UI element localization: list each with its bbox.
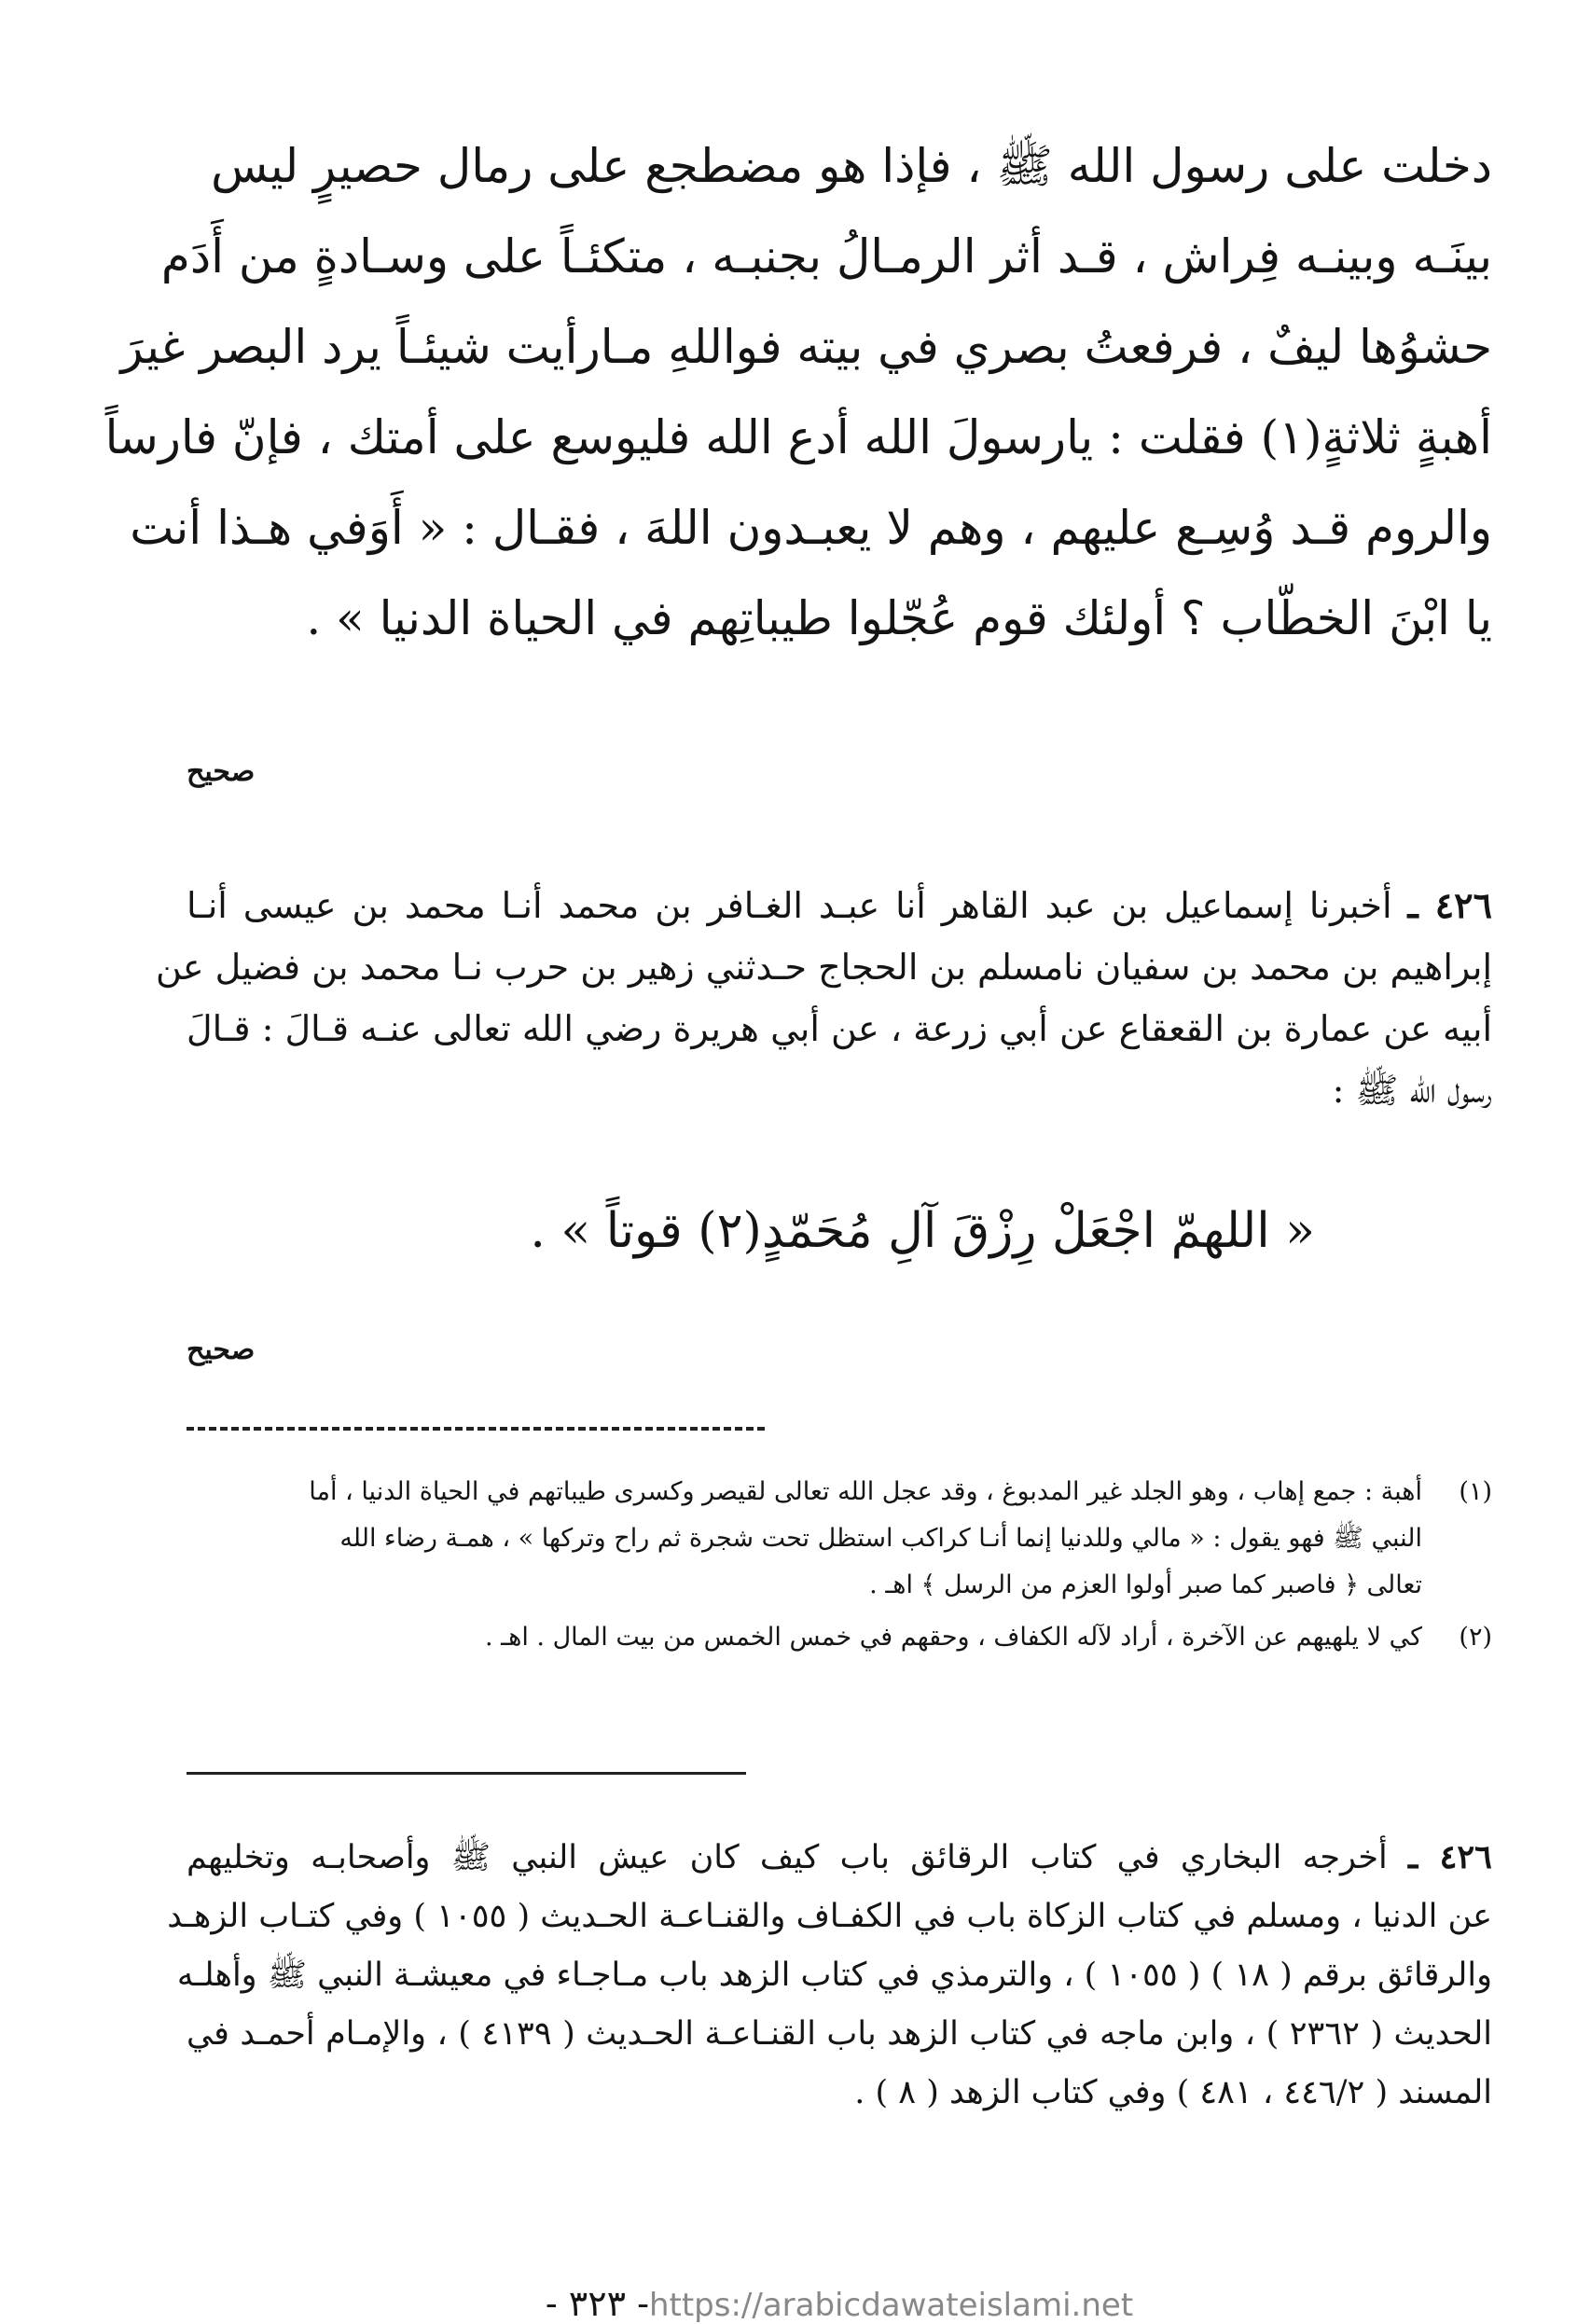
text-line: دخلت على رسول الله ﷺ ، فإذا هو مضطجع على رمال حصيرٍ ليس	[211, 139, 1492, 193]
text-line: حشوُها ليفٌ ، فرفعتُ بصري في بيته فواللهِ مـارأيت شيئـاً يرد البصر غيرَ	[120, 320, 1492, 374]
text-line: عن الدنيا ، ومسلم في كتاب الزكاة باب في الكفـاف والقنـاعـة الحـديث ( ١٠٥٥ ) وفي كتـاب الزهـد	[167, 1898, 1492, 1935]
hadith-number: ٤٢٦ ـ	[1407, 884, 1492, 926]
text-line: والروم قـد وُسِـع عليهم ، وهم لا يعبـدون اللهَ ، فقـال : « أَوَفي هـذا أنت	[130, 501, 1492, 555]
text-line: ٤٢٦ ـ أخبرنا إسماعيل بن عبد القاهر أنا عبـد الغـافر بن محمد أنـا محمد بن عيسى أنـا	[187, 884, 1492, 926]
site-watermark[interactable]: https://arabicdawateislami.net	[648, 2287, 1134, 2324]
prophetic-prayer: « اللهمّ اجْعَلْ رِزْقَ آلِ مُحَمّدٍ(٢) قوتاً » .	[530, 1203, 1315, 1259]
text-line: أهبة : جمع إهاب ، وهو الجلد غير المدبوغ ، وقد عجل الله تعالى لقيصر وكسرى طيباتهم في الحياة الدنيا ، أما	[309, 1477, 1422, 1506]
takhrij-number: ٤٢٦ ـ	[1407, 1838, 1492, 1876]
text-line: أهبةٍ ثلاثةٍ(١) فقلت : يارسولَ الله أدع الله فليوسع على أمتك ، فإنّ فارساً	[104, 410, 1492, 464]
text-line: المسند ( ٤٤٦/٢ ، ٤٨١ ) وفي كتاب الزهد ( ٨ ) .	[854, 2074, 1492, 2111]
grade-label: صحيح	[187, 1334, 256, 1366]
footnotes	[187, 1469, 1492, 1661]
text-line: تعالى ﴿ فاصبر كما صبر أولوا العزم من الرسل ﴾ اهـ .	[869, 1570, 1422, 1599]
text-line: رسول الله ﷺ :	[1332, 1070, 1492, 1111]
footnote-number: (١)	[1459, 1477, 1492, 1506]
text-line: الحديث ( ٢٣٦٢ ) ، وابن ماجه في كتاب الزهد باب القنـاعـة الحـديث ( ٤١٣٩ ) ، والإمـام أحمـد في	[187, 2015, 1493, 2053]
takhrij-separator	[187, 1772, 746, 1775]
text-line: كي لا يلهيهم عن الآخرة ، أراد لآله الكفاف ، وحقهم في خمس الخمس من بيت المال . اهـ .	[485, 1623, 1422, 1652]
text-line: إبراهيم بن محمد بن سفيان نامسلم بن الحجاج حـدثني زهير بن حرب نـا محمد بن فضيل عن	[155, 947, 1492, 988]
page-number: - ٣٢٣ -	[545, 2283, 649, 2324]
text-line: بينَـه وبينـه فِراش ، قـد أثر الرمـالُ بجنبـه ، متكئـاً على وسـادةٍ من أَدَم	[160, 229, 1492, 284]
text-line: أبيه عن عمارة بن القعقاع عن أبي زرعة ، عن أبي هريرة رضي الله تعالى عنـه قـالَ : قـالَ	[187, 1008, 1492, 1049]
text-line: يا ابْنَ الخطّاب ؟ أولئك قوم عُجّلوا طيباتِهم في الحياة الدنيا » .	[306, 591, 1492, 645]
grade-label: صحيح	[187, 755, 256, 788]
footnote-1	[187, 1469, 1492, 1609]
text-line: النبي ﷺ فهو يقول : « مالي وللدنيا إنما أنـا كراكب استظل تحت شجرة ثم راح وتركها » ، همـة رضاء الله	[339, 1524, 1422, 1553]
footnote-number: (٢)	[1459, 1623, 1492, 1652]
page-footer	[187, 2283, 1492, 2324]
document-page	[104, 121, 1493, 2324]
text-line: ٤٢٦ ـ أخرجه البخاري في كتاب الرقائق باب كيف كان عيش النبي ﷺ وأصحابـه وتخليهم	[187, 1838, 1492, 1876]
takhrij-notes	[167, 1828, 1493, 2123]
footnote-2	[187, 1614, 1492, 1661]
main-paragraph	[104, 121, 1492, 664]
hadith-426	[155, 875, 1492, 1121]
text-line: والرقائق برقم ( ١٨ ) ( ١٠٥٥ ) ، والترمذي في كتاب الزهد باب مـاجـاء في معيشـة النبي ﷺ وأهلـه	[176, 1957, 1492, 1994]
footnote-separator	[187, 1427, 765, 1431]
